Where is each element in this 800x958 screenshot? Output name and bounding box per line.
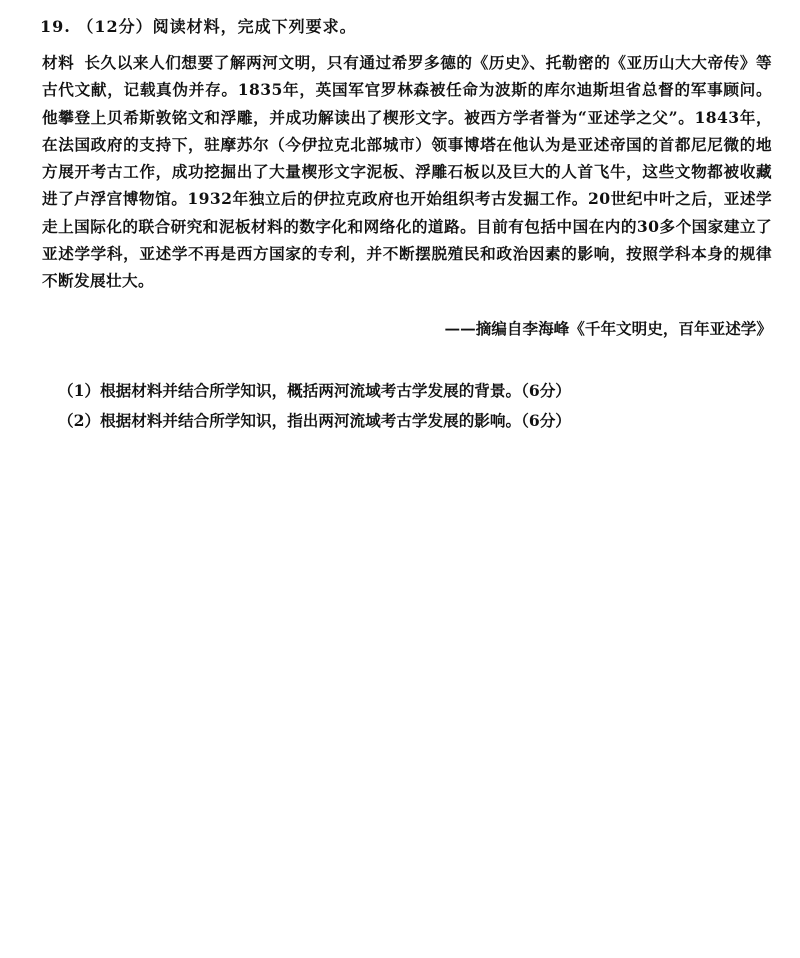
sub-question-2: （2）根据材料并结合所学知识，指出两河流域考古学发展的影响。（6分） [58, 411, 571, 430]
sub-question-list [58, 376, 758, 436]
material-paragraph [42, 49, 772, 295]
question-header: 19. （12分）阅读材料，完成下列要求。 [40, 17, 357, 36]
sub-question-1: （1）根据材料并结合所学知识，概括两河流域考古学发展的背景。（6分） [58, 381, 571, 400]
material-source: ——摘编自李海峰《千年文明史，百年亚述学》 [444, 319, 772, 338]
material-text: 长久以来人们想要了解两河文明，只有通过希罗多德的《历史》、托勒密的《亚历山大大帝传》等古代文献，记载真伪并存。1835年，英国军官罗林森被任命为波斯的库尔迪斯坦省总督的军事顾问。他攀登上贝希斯敦铭文和浮雕，并成功解读出了楔形文字。被西方学者誉为“亚述学之父”。1843年，在法国政府的支持下，驻摩苏尔（今伊拉克北部城市）领事博塔在他认为是亚述帝国的首都尼尼微的地方展开考古工作，成功挖掘出了大量楔形文字泥板、浮雕石板以及巨大的人首飞牛，这些文物都被收藏进了卢浮宫博物馆。1932年独立后的伊拉克政府也开始组织考古发掘工作。20世纪中叶之后，亚述学走上国际化的联合研究和泥板材料的数字化和网络化的道路。目前有包括中国在内的30多个国家建立了亚述学学科，亚述学不再是西方国家的专利，并不断摆脱殖民和政治因素的影响，按照学科本身的规律不断发展壮大。 [42, 53, 772, 291]
material-label: 材料 [42, 53, 75, 72]
